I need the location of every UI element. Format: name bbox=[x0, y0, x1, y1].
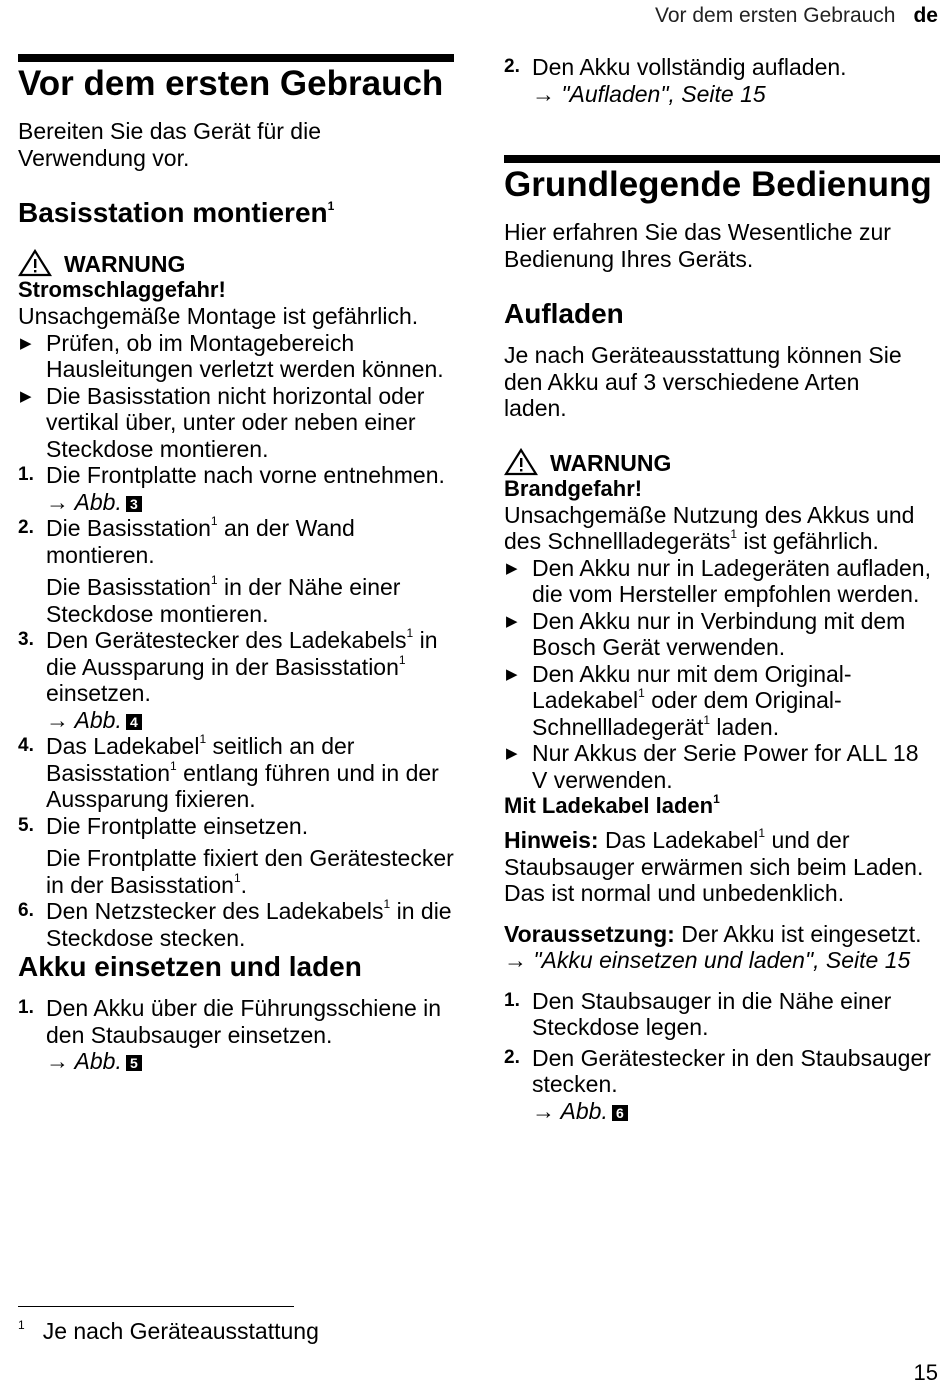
list-item: ▶ Den Akku nur in Ladegeräten aufladen, die vom Hersteller empfohlen werden. bbox=[506, 554, 931, 607]
list-item: ▶ Den Akku nur mit dem Original-Ladekabel$^1$ oder dem Original-Schnellladegerät$^1$ laden. bbox=[506, 660, 852, 740]
steps-ladekabel bbox=[504, 988, 940, 1125]
warning-triangle-icon bbox=[504, 448, 538, 476]
figure-ref-badge: 3 bbox=[126, 496, 142, 512]
list-item: ▶ Nur Akkus der Serie Power for ALL 18 V verwenden. bbox=[506, 740, 919, 793]
warning-bullets bbox=[18, 330, 454, 463]
step-5: 5. Die Frontplatte einsetzen. Die Frontplatte fixiert den Gerätestecker in der Basisstation$^1$. bbox=[18, 812, 454, 898]
step-4: 4. Das Ladekabel$^1$ seitlich an der Basisstation$^1$ entlang führen und in der Aussparung fixieren. bbox=[18, 732, 439, 812]
warning-title: WARNUNG bbox=[504, 448, 940, 476]
left-column bbox=[18, 54, 454, 1075]
intro-text: Hier erfahren Sie das Wesentliche zur Bedienung Ihres Geräts. bbox=[504, 219, 891, 272]
heading-basisstation-montieren: Basisstation montieren$^1$ bbox=[18, 197, 335, 228]
steps-basisstation bbox=[18, 462, 454, 951]
intro-text: Bereiten Sie das Gerät für die Verwendung vor. bbox=[18, 118, 321, 171]
page-number: 15 bbox=[913, 1360, 938, 1385]
heading-mit-ladekabel-laden: Mit Ladekabel laden$^1$ bbox=[504, 791, 720, 818]
aufladen-text: Je nach Geräteausstattung können Sie den Akku auf 3 verschiedene Arten laden. bbox=[504, 342, 902, 421]
step-note: Die Basisstation$^1$ in der Nähe einer Steckdose montieren. bbox=[46, 573, 401, 627]
bullet-triangle-icon: ▶ bbox=[506, 665, 518, 683]
footnote: $^1$ Je nach Geräteausstattung bbox=[18, 1318, 319, 1344]
section-title-grundlegende-bedienung: Grundlegende Bedienung bbox=[504, 155, 940, 205]
step-3: 3. Den Gerätestecker des Ladekabels$^1$ in die Aussparung in der Basisstation$^1$ einsetzen. → Abb. 4 bbox=[18, 626, 438, 733]
bullet-triangle-icon: ▶ bbox=[20, 387, 32, 405]
bullet-triangle-icon: ▶ bbox=[506, 559, 518, 577]
steps-akku bbox=[18, 995, 454, 1075]
section-title-vor-dem-ersten-gebrauch: Vor dem ersten Gebrauch bbox=[18, 54, 454, 104]
heading-akku-einsetzen: Akku einsetzen und laden bbox=[18, 951, 362, 982]
warning-title: WARNUNG bbox=[18, 249, 454, 277]
heading-aufladen: Aufladen bbox=[504, 298, 624, 329]
warning-text: Unsachgemäße Nutzung des Akkus und des Schnellladegeräts$^1$ ist gefährlich. bbox=[504, 501, 915, 554]
header-lang: de bbox=[913, 4, 938, 27]
right-column bbox=[504, 54, 940, 1124]
list-item: ▶ Prüfen, ob im Montagebereich Hausleitungen verletzt werden können. bbox=[20, 329, 444, 382]
step-2: 2. Die Basisstation$^1$ an der Wand montieren. Die Basisstation$^1$ in der Nähe einer Steckdose montieren. bbox=[18, 515, 454, 627]
step-note: Die Frontplatte fixiert den Gerätestecker in der Basisstation$^1$. bbox=[46, 845, 454, 898]
figure-ref-badge: 4 bbox=[126, 714, 142, 730]
step-2: 2. Den Akku vollständig aufladen. → "Aufladen", Seite 15 bbox=[504, 54, 847, 107]
running-header bbox=[655, 4, 938, 28]
figure-ref-badge: 5 bbox=[126, 1055, 142, 1071]
warning-hazard: Brandgefahr! bbox=[504, 475, 643, 501]
warning-text: Unsachgemäße Montage ist gefährlich. bbox=[18, 303, 419, 329]
steps-akku-continued bbox=[504, 54, 940, 107]
hint-text: Hinweis: Das Ladekabel$^1$ und der Staubsauger erwärmen sich beim Laden. Das ist normal und unbedenklich. bbox=[504, 826, 924, 906]
bullet-triangle-icon: ▶ bbox=[506, 612, 518, 630]
header-section: Vor dem ersten Gebrauch bbox=[655, 4, 896, 27]
requirement-ref: → "Akku einsetzen und laden", Seite 15 bbox=[504, 947, 911, 973]
step-1: 1. Den Staubsauger in die Nähe einer Steckdose legen. bbox=[504, 987, 892, 1040]
warning-triangle-icon bbox=[18, 249, 52, 277]
figure-ref-badge: 6 bbox=[612, 1105, 628, 1121]
warning-hazard: Stromschlaggefahr! bbox=[18, 277, 226, 302]
step-1: 1. Den Akku über die Führungsschiene in den Staubsauger einsetzen. → Abb. 5 bbox=[18, 995, 442, 1074]
warning-bullets bbox=[504, 555, 940, 794]
bullet-triangle-icon: ▶ bbox=[506, 745, 518, 762]
list-item: ▶ Den Akku nur in Verbindung mit dem Bosch Gerät verwenden. bbox=[506, 607, 906, 660]
step-1: 1. Die Frontplatte nach vorne entnehmen. → Abb. 3 bbox=[18, 462, 445, 515]
list-item: ▶ Die Basisstation nicht horizontal oder vertikal über, unter oder neben einer Steckdose montieren. bbox=[20, 382, 425, 462]
requirement-text: Voraussetzung: Der Akku ist eingesetzt. bbox=[504, 920, 922, 947]
step-6: 6. Den Netzstecker des Ladekabels$^1$ in die Steckdose stecken. bbox=[18, 897, 452, 951]
step-2: 2. Den Gerätestecker in den Staubsauger stecken. → Abb. 6 bbox=[504, 1044, 931, 1124]
bullet-triangle-icon: ▶ bbox=[20, 334, 32, 352]
footnote-divider bbox=[18, 1306, 294, 1307]
